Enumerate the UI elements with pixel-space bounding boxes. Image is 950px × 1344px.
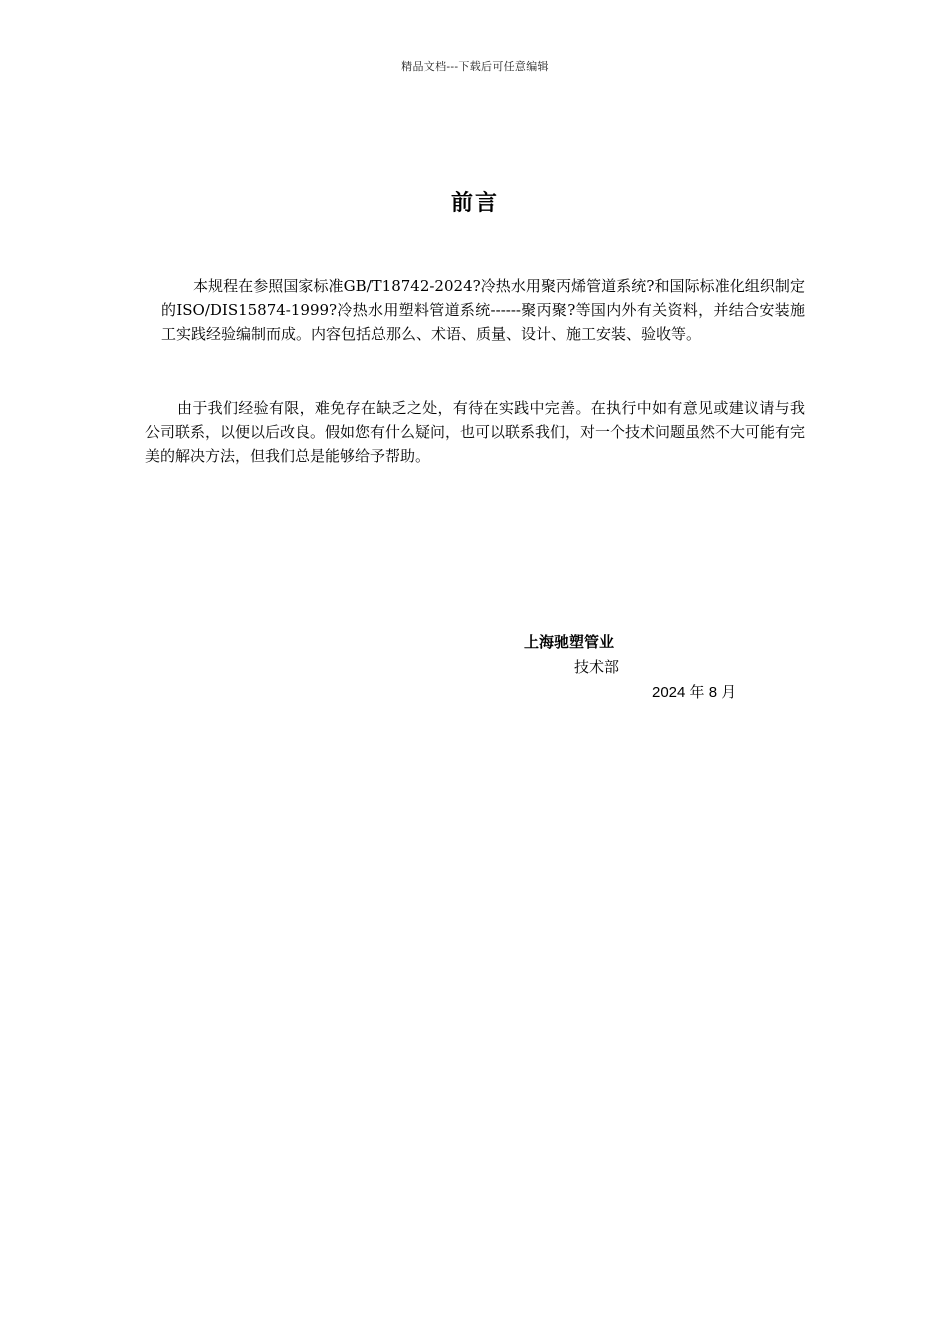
page-header-note: 精品文档---下载后可任意编辑 xyxy=(401,60,549,73)
document-title: 前言 xyxy=(450,191,499,216)
preface-paragraph-1: 本规程在参照国家标准GB/T18742-2024?冷热水用聚丙烯管道系统?和国际标准化组织制定的ISO/DIS15874-1999?冷热水用塑料管道系统------聚丙聚?等国内外有关资料，并结合安装施工实践经验编制而成。内容包括总那么、术语、质量、设计、施工安装、验收等。 xyxy=(161,277,805,343)
signature-date: 2024 年 8 月 xyxy=(652,684,737,701)
signature-department: 技术部 xyxy=(574,658,620,676)
signature-company: 上海驰塑管业 xyxy=(524,633,615,651)
preface-paragraph-2: 由于我们经验有限，难免存在缺乏之处，有待在实践中完善。在执行中如有意见或建议请与我公司联系，以便以后改良。假如您有什么疑问，也可以联系我们，对一个技术问题虽然不大可能有完美的解决方法，但我们总是能够给予帮助。 xyxy=(145,399,806,465)
